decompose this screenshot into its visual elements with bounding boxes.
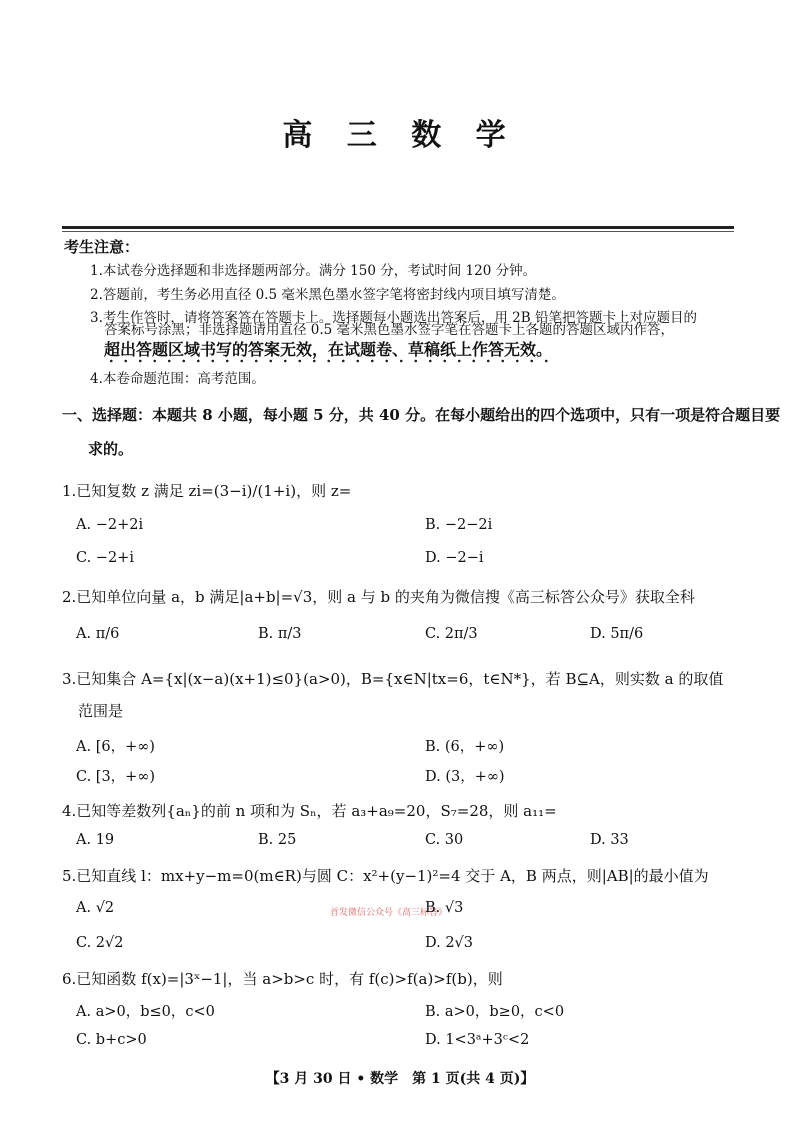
q4-option-b: B. 25 (258, 832, 297, 848)
emphasis-dots (104, 359, 559, 363)
q3-option-c: C. [3，+∞) (76, 769, 156, 785)
question-1: 1.已知复数 z 满足 zi=(3−i)/(1+i)，则 z= (62, 482, 352, 500)
q4-option-d: D. 33 (590, 832, 629, 848)
q1-option-a: A. −2+2i (76, 517, 144, 533)
question-3: 3.已知集合 A={x|(x−a)(x+1)≤0}(a>0)，B={x∈N|tx=6，t∈N*}，若 B⊆A，则实数 a 的取值 (62, 670, 724, 688)
q2-option-b: B. π/3 (258, 626, 302, 642)
q1-option-b: B. −2−2i (425, 517, 493, 533)
q5-option-c: C. 2√2 (76, 935, 124, 951)
q1-option-d: D. −2−i (425, 550, 484, 566)
q6-option-b: B. a>0，b≥0，c<0 (425, 1004, 565, 1020)
q4-option-a: A. 19 (76, 832, 115, 848)
q4-option-c: C. 30 (425, 832, 464, 848)
q5-option-d: D. 2√3 (425, 935, 474, 951)
notice-item-1: 1.本试卷分选择题和非选择题两部分。满分 150 分，考试时间 120 分钟。 (90, 263, 537, 279)
q2-option-c: C. 2π/3 (425, 626, 478, 642)
q6-option-d: D. 1<3ᵃ+3ᶜ<2 (425, 1032, 530, 1048)
q5-option-b: B. √3 (425, 900, 464, 916)
notice-item-3: 3.考生作答时，请将答案答在答题卡上。选择题每小题选出答案后，用 2B 铅笔把答题卡上对应题目的 (90, 310, 697, 326)
q5-option-a: A. √2 (76, 900, 115, 916)
header-rule-thick (62, 226, 734, 229)
notice-item-3-cont: 答案标号涂黑；非选择题请用直径 0.5 毫米黑色墨水签字笔在答题卡上各题的答题区域内作答， (104, 322, 675, 338)
notice-emphasis: 超出答题区域书写的答案无效，在试题卷、草稿纸上作答无效。 (104, 340, 553, 359)
section-heading-cont: 求的。 (88, 440, 134, 458)
question-4: 4.已知等差数列{aₙ}的前 n 项和为 Sₙ，若 a₃+a₉=20，S₇=28，则 a₁₁= (62, 802, 557, 820)
header-rule-thin (62, 231, 734, 232)
notice-item-4: 4.本卷命题范围：高考范围。 (90, 371, 265, 387)
question-6: 6.已知函数 f(x)=|3ˣ−1|，当 a>b>c 时，有 f(c)>f(a)>f(b)，则 (62, 970, 503, 988)
notice-heading: 考生注意： (64, 238, 140, 256)
page-footer: 【3 月 30 日 • 数学 第 1 页(共 4 页)】 (265, 1071, 535, 1087)
q2-option-a: A. π/6 (76, 626, 120, 642)
q3-option-a: A. [6，+∞) (76, 739, 155, 755)
question-5: 5.已知直线 l：mx+y−m=0(m∈R)与圆 C：x²+(y−1)²=4 交于 A，B 两点，则|AB|的最小值为 (62, 867, 709, 885)
question-3-cont: 范围是 (78, 702, 124, 720)
section-heading: 一、选择题：本题共 8 小题，每小题 5 分，共 40 分。在每小题给出的四个选项中，只有一项是符合题目要 (62, 406, 781, 424)
notice-item-2: 2.答题前，考生务必用直径 0.5 毫米黑色墨水签字笔将密封线内项目填写清楚。 (90, 287, 565, 303)
q6-option-c: C. b+c>0 (76, 1032, 147, 1048)
page-title: 高 三 数 学 (282, 118, 518, 153)
watermark: 首发微信公众号《高三标答》 (330, 908, 448, 918)
q6-option-a: A. a>0，b≤0，c<0 (76, 1004, 215, 1020)
q2-option-d: D. 5π/6 (590, 626, 644, 642)
question-2: 2.已知单位向量 a，b 满足|a+b|=√3，则 a 与 b 的夹角为微信搜《高三标答公众号》获取全科 (62, 588, 695, 606)
q3-option-d: D. (3，+∞) (425, 769, 505, 785)
q1-option-c: C. −2+i (76, 550, 134, 566)
q3-option-b: B. (6，+∞) (425, 739, 505, 755)
